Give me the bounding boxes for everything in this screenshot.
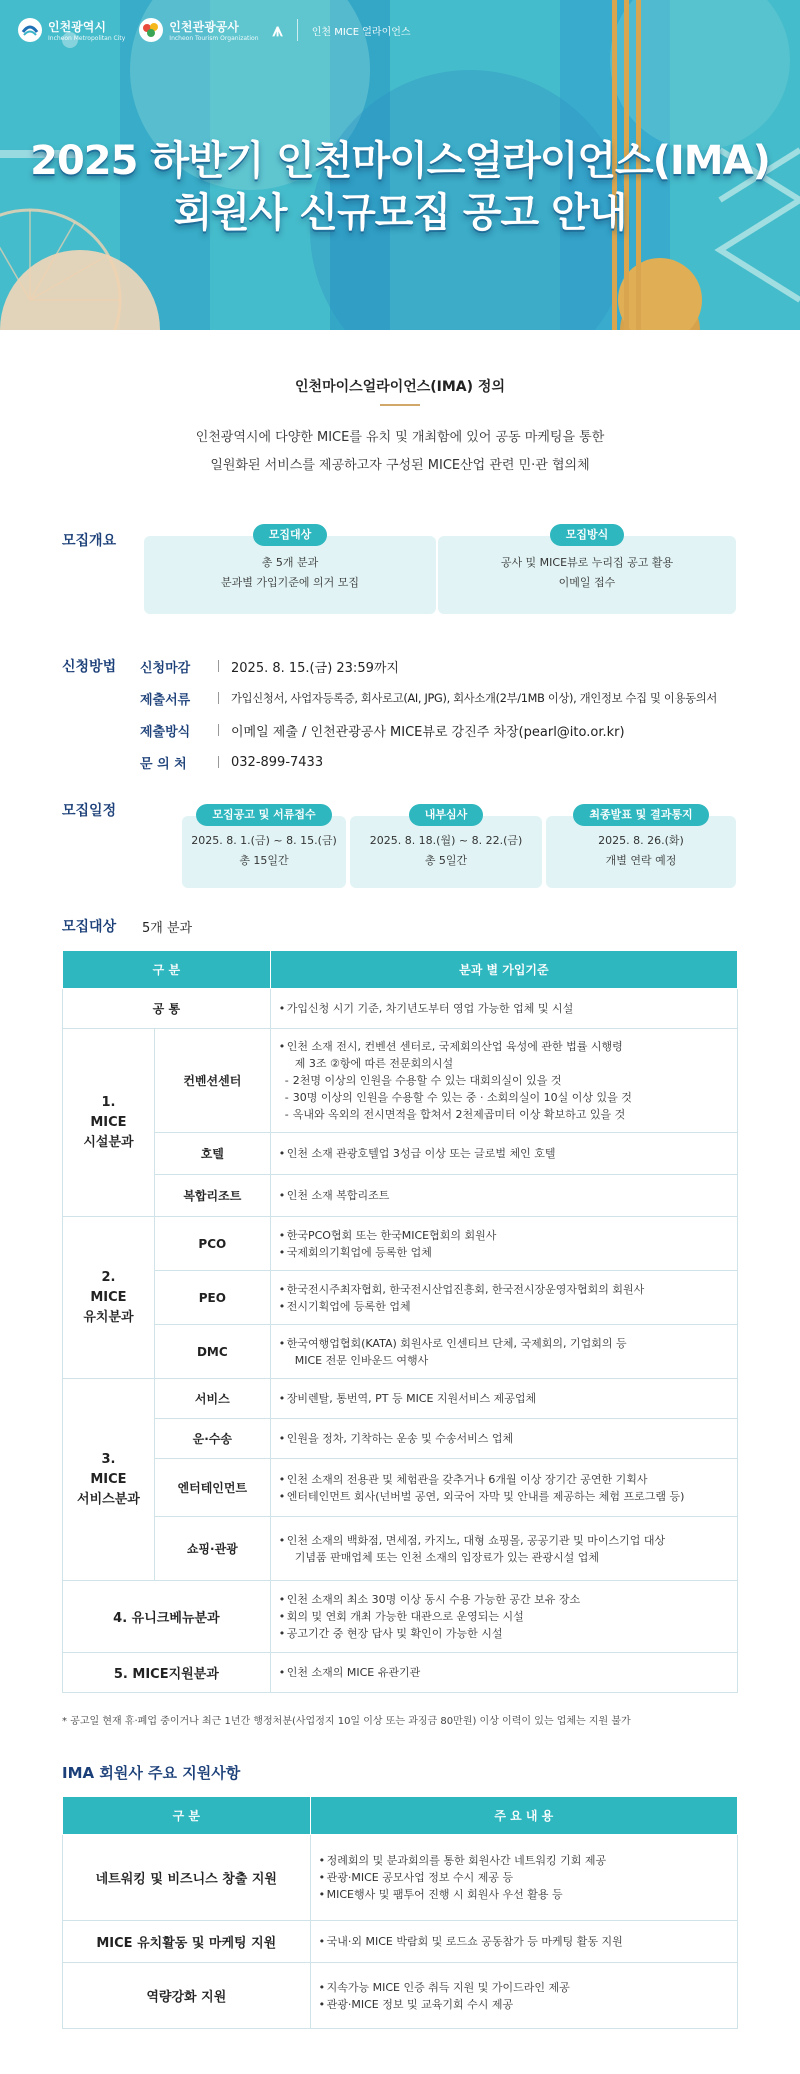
- target-count: 5개 분과: [142, 921, 193, 936]
- convention-desc: - 옥내와 옥외의 전시면적을 합쳐서 2천제곱미터 이상 확보하고 있을 것: [279, 1106, 729, 1123]
- support-capacity-cell: [310, 1963, 737, 2029]
- convention-desc: • 인천 소재 전시, 컨벤션 센터로, 국제회의산업 육성에 관한 법률 시행령: [279, 1038, 729, 1055]
- overview-method-pill: 모집방식: [550, 524, 625, 546]
- common-desc-cell: [270, 989, 737, 1029]
- apply-label: 신청방법: [62, 659, 117, 675]
- definition-title: 인천마이스얼라이언스(IMA) 정의: [295, 379, 505, 395]
- service-desc-cell: [270, 1379, 737, 1419]
- schedule-line1: 2025. 8. 18.(월) ~ 8. 22.(금): [369, 834, 523, 847]
- support-head-cat: 구 분: [63, 1797, 311, 1835]
- group4-desc: • 공고기간 중 현장 답사 및 확인이 가능한 시설: [279, 1625, 729, 1642]
- shopping-desc-cell: [270, 1517, 737, 1581]
- dmc-desc-cell: [270, 1325, 737, 1379]
- support-title: IMA 회원사 주요 지원사항: [62, 1764, 241, 1782]
- dmc-desc: MICE 전문 인바운드 여행사: [294, 1353, 429, 1367]
- logo-incheon-city-sub: Incheon Metropolitan City: [48, 35, 126, 42]
- pco-desc: • 한국PCO협회 또는 한국MICE협회의 회원사: [279, 1227, 729, 1244]
- group2-name2: 유치분과: [83, 1309, 134, 1325]
- definition-body: [0, 424, 800, 480]
- logo-incheon-tourism-name: 인천관광공사: [169, 20, 239, 34]
- schedule-line2: 개별 연락 예정: [605, 854, 677, 867]
- hotel-label: 호텔: [154, 1133, 270, 1175]
- support-capacity-label: 역량강화 지원: [63, 1963, 311, 2029]
- schedule-line1: 2025. 8. 1.(금) ~ 8. 15.(금): [191, 834, 337, 847]
- group1-name1: MICE: [90, 1114, 127, 1130]
- support-marketing-label: MICE 유치활동 및 마케팅 지원: [63, 1921, 311, 1963]
- support-capacity-desc: • 지속가능 MICE 인증 취득 지원 및 가이드라인 제공: [319, 1979, 729, 1996]
- support-table: [62, 1796, 738, 2029]
- apply-key: 신청마감: [140, 660, 191, 676]
- group3-name2: 서비스분과: [77, 1491, 140, 1507]
- apply-key: 제출서류: [140, 692, 191, 708]
- schedule-item: [182, 808, 346, 888]
- support-networking-label: 네트워킹 및 비즈니스 창출 지원: [63, 1835, 311, 1921]
- group5-desc: • 인천 소재의 MICE 유관기관: [279, 1664, 729, 1681]
- group2-cell: [63, 1217, 155, 1379]
- table-row: [63, 1517, 738, 1581]
- apply-divider: [218, 756, 219, 768]
- target-label: 모집대상: [62, 919, 117, 935]
- apply-divider: [218, 660, 219, 672]
- group4-desc: • 인천 소재의 최소 30명 이상 동시 수용 가능한 공간 보유 장소: [279, 1591, 729, 1608]
- table-row: [63, 1653, 738, 1693]
- dmc-label: DMC: [154, 1325, 270, 1379]
- hero-banner: [0, 0, 800, 330]
- hero-title-line1: 2025 하반기 인천마이스얼라이언스(IMA): [30, 138, 770, 184]
- definition-divider: [380, 404, 420, 406]
- hotel-desc-cell: [270, 1133, 737, 1175]
- mice-alliance-emblem-icon: ⩚: [272, 19, 283, 41]
- overview-method-line2: 이메일 접수: [558, 576, 616, 589]
- logo-mice-alliance-name: 인천 MICE 얼라이언스: [311, 26, 411, 38]
- table-row: [63, 1379, 738, 1419]
- table-row: [63, 989, 738, 1029]
- service-label: 서비스: [154, 1379, 270, 1419]
- hotel-desc: • 인천 소재 관광호텔업 3성급 이상 또는 글로벌 체인 호텔: [279, 1145, 729, 1162]
- incheon-city-emblem-icon: [18, 18, 42, 42]
- table-row: [63, 1271, 738, 1325]
- apply-value: 가입신청서, 사업자등록증, 회사로고(AI, JPG), 회사소개(2부/1MB 이상), 개인정보 수집 및 이용동의서: [231, 692, 717, 705]
- support-networking-desc: • MICE행사 및 팸투어 진행 시 회원사 우선 활용 등: [319, 1886, 729, 1903]
- target-table: [62, 950, 738, 1693]
- support-networking-desc: • 관광·MICE 공모사업 정보 수시 제공 등: [319, 1869, 729, 1886]
- table-row: [63, 1325, 738, 1379]
- overview-method-box: [438, 528, 736, 614]
- definition-line1: 인천광역시에 다양한 MICE를 유치 및 개최함에 있어 공동 마케팅을 통한: [195, 430, 605, 445]
- support-capacity-desc: • 관광·MICE 정보 및 교육기회 수시 제공: [319, 1996, 729, 2013]
- shopping-desc: 기념품 판매업체 또는 인천 소재의 입장료가 있는 관광시설 업체: [294, 1550, 599, 1564]
- transport-desc-cell: [270, 1419, 737, 1459]
- table-row: [63, 1419, 738, 1459]
- apply-row-submission: [140, 714, 780, 746]
- apply-key: 제출방식: [140, 724, 191, 740]
- group1-name2: 시설분과: [83, 1134, 134, 1150]
- schedule-item: [350, 808, 542, 888]
- table-row: [63, 1029, 738, 1133]
- apply-value: 이메일 제출 / 인천관광공사 MICE뷰로 강진주 차장(pearl@ito.or.kr): [231, 724, 625, 740]
- peo-desc: • 한국전시주최자협회, 한국전시산업진흥회, 한국전시장운영자협회의 회원사: [279, 1281, 729, 1298]
- resort-label: 복합리조트: [154, 1175, 270, 1217]
- common-desc: • 가입신청 시기 기준, 차기년도부터 영업 가능한 업체 및 시설: [279, 1000, 729, 1017]
- peo-desc-cell: [270, 1271, 737, 1325]
- convention-label: 컨벤션센터: [154, 1029, 270, 1133]
- table-row: [63, 1217, 738, 1271]
- overview-target-line2: 분과별 가입기준에 의거 모집: [220, 576, 359, 589]
- logo-incheon-tourism: [139, 18, 258, 42]
- hero-title-line2: 회원사 신규모집 공고 안내: [173, 190, 627, 236]
- group1-num: 1.: [101, 1094, 116, 1110]
- convention-desc-cell: [270, 1029, 737, 1133]
- pco-desc: • 국제회의기획업에 등록한 업체: [279, 1244, 729, 1261]
- target-head-cat: 구 분: [63, 951, 271, 989]
- support-head-content: 주 요 내 용: [310, 1797, 737, 1835]
- group2-num: 2.: [101, 1269, 116, 1285]
- support-table-head: [63, 1797, 738, 1835]
- shopping-desc: • 인천 소재의 백화점, 면세점, 카지노, 대형 쇼핑몰, 공공기관 및 마이스기업 대상: [279, 1532, 729, 1549]
- support-networking-desc: • 정례회의 및 분과회의를 통한 회원사간 네트워킹 기회 제공: [319, 1852, 729, 1869]
- entertainment-desc: • 엔터테인먼트 회사(넌버벌 공연, 외국어 자막 및 안내를 제공하는 체험 프로그램 등): [279, 1488, 729, 1505]
- group4-desc-cell: [270, 1581, 737, 1653]
- transport-desc: • 인원을 정차, 기착하는 운송 및 수송서비스 업체: [279, 1430, 729, 1447]
- group1-cell: [63, 1029, 155, 1217]
- apply-row-contact: [140, 746, 780, 778]
- target-head-criteria: 분과 별 가입기준: [270, 951, 737, 989]
- apply-divider: [218, 724, 219, 736]
- schedule-item: [546, 808, 736, 888]
- overview-target-pill: 모집대상: [253, 524, 328, 546]
- convention-desc: - 2천명 이상의 인원을 수용할 수 있는 대회의실이 있을 것: [279, 1072, 729, 1089]
- group5-desc-cell: [270, 1653, 737, 1693]
- apply-list: [140, 650, 780, 778]
- group3-cell: [63, 1379, 155, 1581]
- logo-mice-alliance: [312, 23, 411, 38]
- group2-name1: MICE: [90, 1289, 127, 1305]
- group3-num: 3.: [101, 1451, 116, 1467]
- hero-title: [0, 135, 800, 239]
- logo-separator: [297, 19, 298, 41]
- logo-incheon-city-name: 인천광역시: [48, 20, 106, 34]
- group5-label: 5. MICE지원분과: [63, 1653, 271, 1693]
- overview-method-line1: 공사 및 MICE뷰로 누리집 공고 활용: [500, 556, 674, 569]
- group4-label: 4. 유니크베뉴분과: [63, 1581, 271, 1653]
- table-row: [63, 1963, 738, 2029]
- apply-value: 2025. 8. 15.(금) 23:59까지: [231, 660, 399, 676]
- incheon-tourism-emblem-icon: [139, 18, 163, 42]
- apply-key: 문 의 처: [140, 756, 187, 772]
- table-row: [63, 1133, 738, 1175]
- pco-desc-cell: [270, 1217, 737, 1271]
- dmc-desc: • 한국여행업협회(KATA) 회원사로 인센티브 단체, 국제회의, 기업회의 등: [279, 1335, 729, 1352]
- group3-name1: MICE: [90, 1471, 127, 1487]
- peo-desc: • 전시기획업에 등록한 업체: [279, 1298, 729, 1315]
- convention-desc: - 30명 이상의 인원을 수용할 수 있는 중 · 소회의실이 10실 이상 있을 것: [279, 1089, 729, 1106]
- peo-label: PEO: [154, 1271, 270, 1325]
- overview-label: 모집개요: [62, 533, 117, 549]
- entertainment-desc: • 인천 소재의 전용관 및 체험관을 갖추거나 6개월 이상 장기간 공연한 기획사: [279, 1471, 729, 1488]
- common-label: 공 통: [63, 989, 271, 1029]
- table-row: [63, 1581, 738, 1653]
- resort-desc-cell: [270, 1175, 737, 1217]
- table-row: [63, 1921, 738, 1963]
- entertainment-label: 엔터테인먼트: [154, 1459, 270, 1517]
- apply-value: 032-899-7433: [231, 754, 324, 770]
- schedule-line2: 총 5일간: [424, 854, 468, 867]
- apply-row-deadline: [140, 650, 780, 682]
- entertainment-desc-cell: [270, 1459, 737, 1517]
- logo-bar: [18, 18, 411, 42]
- schedule-pill: 최종발표 및 결과통지: [573, 804, 708, 826]
- support-marketing-desc: • 국내·외 MICE 박람회 및 로드쇼 공동참가 등 마케팅 활동 지원: [319, 1933, 729, 1950]
- table-row: [63, 1175, 738, 1217]
- shopping-label: 쇼핑·관광: [154, 1517, 270, 1581]
- definition-line2: 일원화된 서비스를 제공하고자 구성된 MICE산업 관련 민·관 협의체: [210, 458, 590, 473]
- schedule-label: 모집일정: [62, 803, 117, 819]
- schedule-line1: 2025. 8. 26.(화): [598, 834, 684, 847]
- support-marketing-cell: [310, 1921, 737, 1963]
- support-networking-cell: [310, 1835, 737, 1921]
- schedule-line2: 총 15일간: [239, 854, 289, 867]
- pco-label: PCO: [154, 1217, 270, 1271]
- service-desc: • 장비렌탈, 통번역, PT 등 MICE 지원서비스 제공업체: [279, 1390, 729, 1407]
- convention-desc: 제 3조 ②항에 따른 전문회의시설: [294, 1057, 454, 1070]
- table-row: [63, 1459, 738, 1517]
- logo-incheon-tourism-sub: Incheon Tourism Organization: [169, 35, 259, 42]
- overview-target-box: [144, 528, 436, 614]
- schedule-pill: 내부심사: [409, 804, 484, 826]
- target-table-head: [63, 951, 738, 989]
- logo-incheon-city: [18, 18, 125, 42]
- table-row: [63, 1835, 738, 1921]
- eligibility-note: * 공고일 현재 휴·폐업 중이거나 최근 1년간 행정처분(사업정지 10일 이상 또는 과징금 80만원) 이상 이력이 있는 업체는 지원 불가: [62, 1716, 631, 1727]
- group4-desc: • 회의 및 연회 개최 가능한 대관으로 운영되는 시설: [279, 1608, 729, 1625]
- apply-divider: [218, 692, 219, 704]
- apply-row-documents: [140, 682, 780, 714]
- schedule-pill: 모집공고 및 서류접수: [196, 804, 331, 826]
- resort-desc: • 인천 소재 복합리조트: [279, 1187, 729, 1204]
- transport-label: 운·수송: [154, 1419, 270, 1459]
- overview-target-line1: 총 5개 분과: [261, 556, 319, 569]
